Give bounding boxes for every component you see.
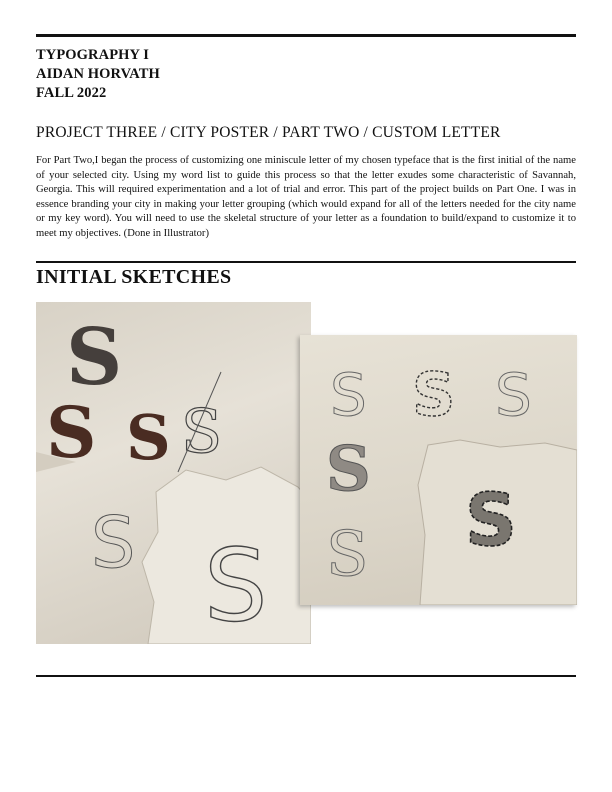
left-sketch-photo xyxy=(36,302,311,644)
course-title: TYPOGRAPHY I xyxy=(36,47,150,63)
brown-s-left: S xyxy=(46,391,97,474)
stone-s-large: S xyxy=(465,478,517,562)
document-header xyxy=(36,46,160,103)
brown-s-middle: S xyxy=(126,401,171,474)
outline-s-large: S xyxy=(204,527,268,644)
top-rule xyxy=(36,34,576,37)
stone-s-small: S xyxy=(412,360,456,430)
bottom-rule xyxy=(36,675,576,677)
author-name: AIDAN HORVATH xyxy=(36,66,160,82)
project-title: PROJECT THREE / CITY POSTER / PART TWO / CUSTOM LETTER xyxy=(36,124,501,141)
svg-text:S: S xyxy=(66,312,123,403)
right-sketch-drawing xyxy=(300,335,577,605)
shaded-s: S xyxy=(326,432,371,505)
section-rule xyxy=(36,261,576,263)
right-sketch-photo xyxy=(300,335,577,605)
outline-s-struck: S xyxy=(181,397,223,467)
outline-s-2: S xyxy=(495,361,532,429)
hatched-s-top xyxy=(66,312,122,403)
project-description: For Part Two,I began the process of customizing one miniscule letter of my chosen typeface that is the first initial of the name of your selected city. Using my word list to guide this process so that the letter exudes some characteristic of Savannah, Georgia. This will required experimentation and a lot of trial and error. This part of the project builds on Part One. I was in essence branding your city in making your letter grouping (which would expand for all of the letters needed for the city name or my key word). You will need to use the skeletal structure of your letter as a foundation to build/expand to customize it to meet my objectives. (Done in Illustrator) xyxy=(36,155,576,239)
section-heading: INITIAL SKETCHES xyxy=(36,266,232,288)
outline-s-3: S xyxy=(326,517,369,590)
left-sketch-drawing xyxy=(36,302,311,644)
outline-s-thin: S xyxy=(91,502,136,584)
term: FALL 2022 xyxy=(36,85,107,101)
outline-s-1: S xyxy=(330,361,367,429)
